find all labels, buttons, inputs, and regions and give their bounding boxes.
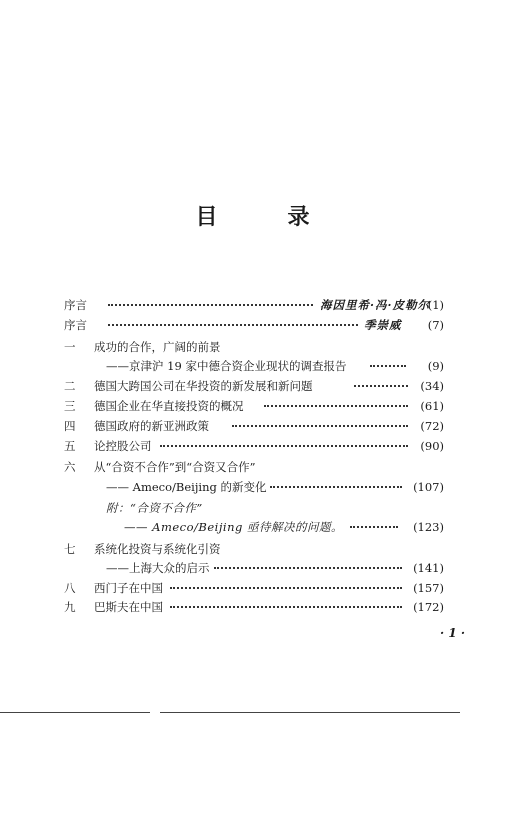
- entry-number: 四: [64, 419, 76, 433]
- leader-dots: [108, 304, 313, 306]
- toc-entry: [64, 316, 444, 334]
- scan-rule: [0, 712, 150, 713]
- leader-dots: [214, 567, 402, 569]
- entry-number: 序言: [64, 318, 87, 332]
- leader-dots: [170, 587, 402, 589]
- leader-dots: [370, 365, 406, 367]
- entry-number: 七: [64, 542, 76, 556]
- entry-title: 德国大跨国公司在华投资的新发展和新问题: [94, 379, 313, 393]
- entry-appendix: 附：“合资不合作”: [106, 501, 203, 515]
- entry-number: 九: [64, 600, 76, 614]
- entry-number: 八: [64, 581, 76, 595]
- page-title: 目 录: [195, 205, 334, 230]
- entry-number: 序言: [64, 298, 87, 312]
- entry-page: (157): [413, 581, 444, 595]
- entry-title: 德国企业在华直接投资的概况: [94, 399, 244, 413]
- entry-page: (9): [427, 359, 444, 373]
- toc-entry: [64, 296, 444, 314]
- entry-page: (107): [413, 480, 444, 494]
- entry-subtitle: —— Ameco/Beijing 亟待解决的问题。: [124, 520, 344, 534]
- toc-entry: [64, 437, 444, 455]
- entry-subtitle: ——京津沪 19 家中德合资企业现状的调查报告: [106, 359, 347, 373]
- leader-dots: [350, 526, 398, 528]
- leader-dots: [108, 324, 358, 326]
- entry-title: 从“合资不合作”到“合资又合作”: [94, 460, 256, 474]
- page-number: · 1 ·: [440, 626, 466, 640]
- toc-entry: [64, 559, 444, 577]
- entry-subtitle: —— Ameco/Beijing 的新变化: [106, 480, 267, 494]
- entry-number: 五: [64, 439, 76, 453]
- entry-title: 成功的合作，广阔的前景: [94, 340, 221, 354]
- entry-author: 季崇威: [364, 318, 402, 332]
- toc-entry: [64, 540, 444, 558]
- leader-dots: [264, 405, 408, 407]
- entry-page: (141): [413, 561, 444, 575]
- toc-entry: [64, 397, 444, 415]
- entry-title: 论控股公司: [94, 439, 152, 453]
- entry-page: (72): [420, 419, 444, 433]
- entry-number: 一: [64, 340, 76, 354]
- leader-dots: [232, 425, 408, 427]
- entry-title: 巴斯夫在中国: [94, 600, 163, 614]
- toc-entry: [64, 377, 444, 395]
- toc-entry: [64, 478, 444, 496]
- leader-dots: [354, 385, 408, 387]
- toc-entry: [64, 499, 444, 517]
- leader-dots: [160, 445, 408, 447]
- toc-entry: [64, 518, 444, 536]
- entry-title: 系统化投资与系统化引资: [94, 542, 221, 556]
- entry-page: (172): [413, 600, 444, 614]
- scan-rule: [160, 712, 460, 713]
- toc-entry: [64, 417, 444, 435]
- toc-entry: [64, 579, 444, 597]
- entry-page: (7): [427, 318, 444, 332]
- entry-number: 三: [64, 399, 76, 413]
- entry-number: 二: [64, 379, 76, 393]
- toc-entry: [64, 458, 444, 476]
- entry-title: 德国政府的新亚洲政策: [94, 419, 209, 433]
- leader-dots: [170, 606, 402, 608]
- entry-page: (1): [427, 298, 444, 312]
- entry-page: (34): [420, 379, 444, 393]
- entry-subtitle: ——上海大众的启示: [106, 561, 210, 575]
- toc-entry: [64, 598, 444, 616]
- entry-title: 西门子在中国: [94, 581, 163, 595]
- entry-page: (90): [420, 439, 444, 453]
- leader-dots: [270, 486, 402, 488]
- entry-page: (61): [420, 399, 444, 413]
- entry-page: (123): [413, 520, 444, 534]
- entry-number: 六: [64, 460, 76, 474]
- toc-entry: [64, 338, 444, 356]
- entry-author: 海因里希·冯·皮勒尔: [320, 298, 431, 312]
- toc-entry: [64, 357, 444, 375]
